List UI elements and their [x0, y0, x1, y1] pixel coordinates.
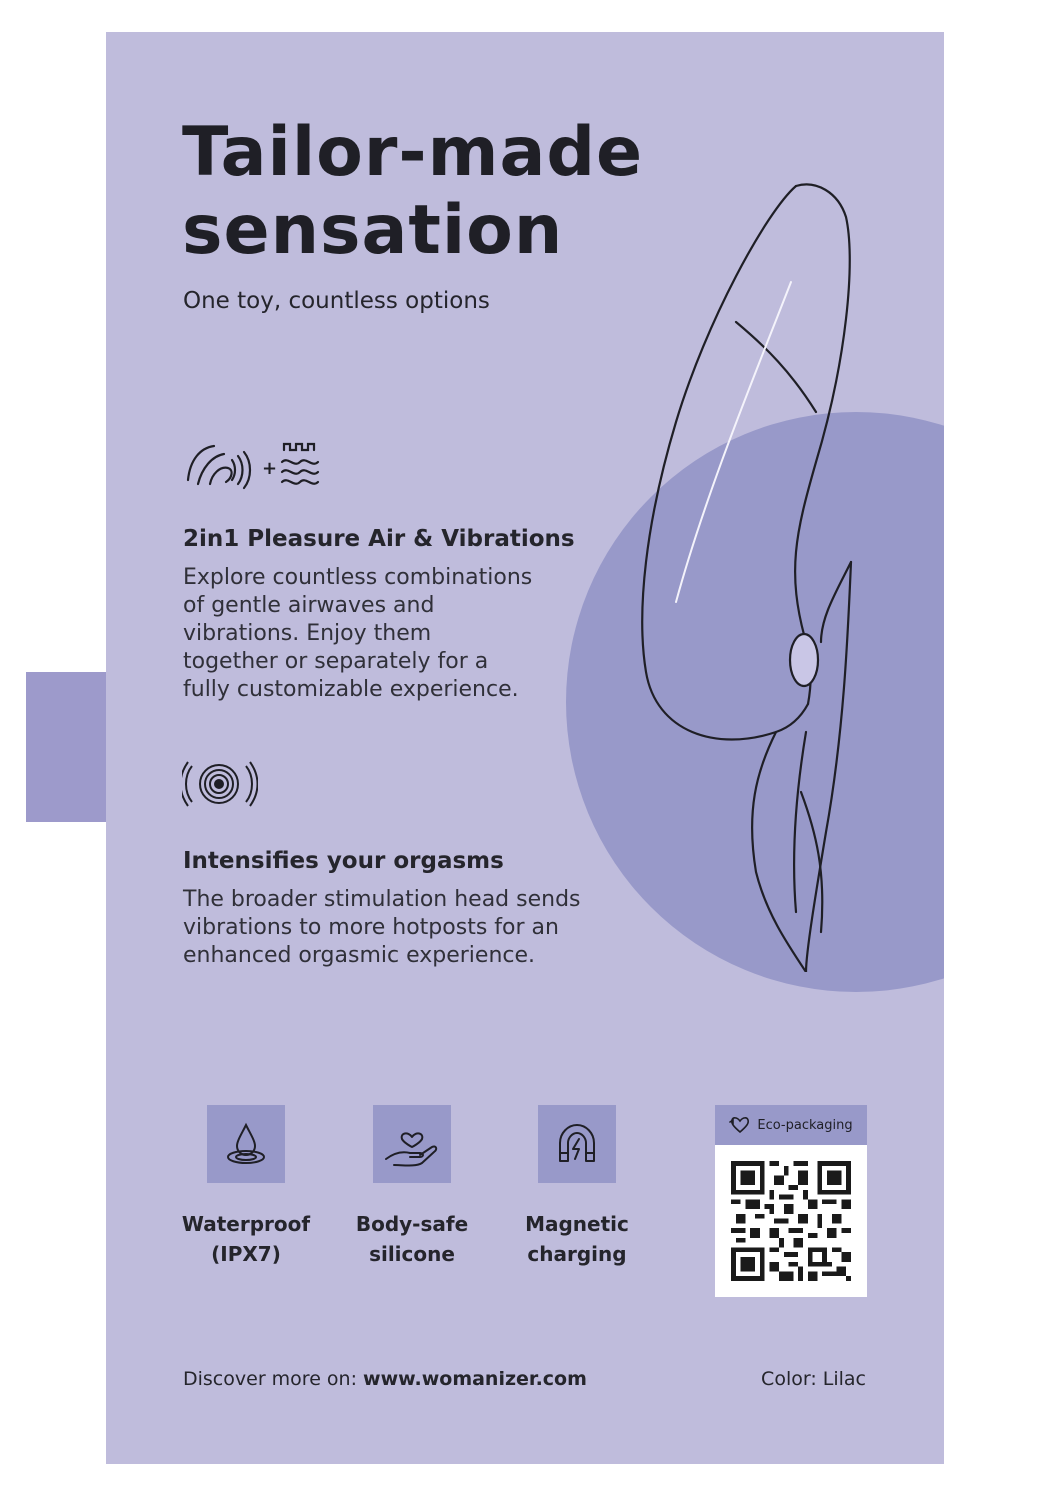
description-line: fully customizable experience.	[183, 677, 519, 702]
eco-heart-icon	[729, 1116, 751, 1134]
eco-packaging-label: Eco-packaging	[757, 1117, 853, 1133]
headline-line-1: Tailor-made	[182, 113, 644, 192]
qr-code[interactable]	[731, 1161, 851, 1281]
spec-label-line: Body-safe	[355, 1212, 469, 1236]
eco-packaging-header	[715, 1105, 867, 1145]
spec-label-line: charging	[527, 1242, 627, 1266]
description-line: enhanced orgasmic experience.	[183, 943, 536, 968]
water-drop-icon	[207, 1105, 285, 1183]
description-line: Explore countless combinations	[183, 565, 533, 590]
website-link[interactable]: www.womanizer.com	[363, 1368, 587, 1390]
feature-description-air-vibrations	[183, 564, 613, 704]
spec-magnetic	[507, 1105, 647, 1269]
package-panel	[106, 32, 944, 1464]
description-line: together or separately for a	[183, 649, 489, 674]
side-tab	[26, 672, 106, 822]
headline	[182, 114, 643, 270]
device-illustration	[616, 172, 896, 972]
spec-label-line: (IPX7)	[211, 1242, 281, 1266]
eco-packaging-badge	[715, 1105, 867, 1297]
description-line: vibrations to more hotposts for an	[183, 915, 559, 940]
hand-heart-icon	[373, 1105, 451, 1183]
spec-waterproof	[176, 1105, 316, 1269]
spec-label	[176, 1209, 316, 1269]
concentric-rings-icon	[182, 754, 258, 814]
spec-label	[342, 1209, 482, 1269]
magnet-icon	[538, 1105, 616, 1183]
description-line: of gentle airwaves and	[183, 593, 435, 618]
spec-label-line: Waterproof	[181, 1212, 311, 1236]
feature-description-intensifies	[183, 886, 663, 970]
description-line: The broader stimulation head sends	[183, 887, 581, 912]
spec-label	[507, 1209, 647, 1269]
spec-label-line: silicone	[369, 1242, 455, 1266]
discover-label: Discover more on:	[183, 1368, 357, 1390]
footer-discover	[183, 1368, 587, 1390]
spec-body-safe	[342, 1105, 482, 1269]
color-label: Color: Lilac	[761, 1368, 866, 1390]
headline-line-2: sensation	[182, 191, 564, 270]
svg-text:+: +	[262, 458, 278, 479]
feature-title-intensifies: Intensifies your orgasms	[183, 848, 504, 874]
air-plus-vibration-icon	[184, 440, 344, 492]
description-line: vibrations. Enjoy them	[183, 621, 432, 646]
feature-title-air-vibrations: 2in1 Pleasure Air & Vibrations	[183, 526, 575, 552]
spec-label-line: Magnetic	[525, 1212, 629, 1236]
subtitle: One toy, countless options	[183, 288, 490, 314]
